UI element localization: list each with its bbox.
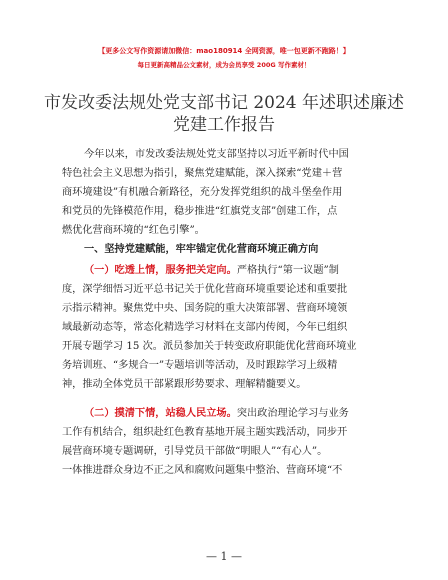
page-number: — 1 — <box>206 550 242 563</box>
subheading-line <box>84 407 349 420</box>
body-line: 和党员的先锋模范作用，稳步推进“红旗党支部”创建工作，点 <box>62 206 338 217</box>
body-line: 一体推进群众身边不正之风和腐败问题集中整治、营商环境“不 <box>62 465 343 476</box>
body-line: 开展专题学习 15 次。派员参加关于转变政府职能优化营商环境业 <box>62 341 357 352</box>
subheading-lead: （一）吃透上情，服务把关定向。 <box>84 265 237 276</box>
subheading-rest: 突出政治理论学习与业务 <box>236 408 349 419</box>
body-line: 度，深学细悟习近平总书记关于优化营商环境重要论述和重要批 <box>62 284 348 295</box>
body-line: 示指示精神。聚焦党中央、国务院的重大决策部署、营商环境领 <box>62 303 348 314</box>
subheading-rest: 严格执行“第一议题”制 <box>236 265 339 276</box>
body-line: 域最新动态等，常态化精选学习材料在支部内传阅，今年已组织 <box>62 322 348 333</box>
promo-line-1: 【更多公文写作资源请加微信：mao180914 全网资源，唯一包更新不跑路！】 <box>98 47 350 55</box>
section-heading: 一、坚持党建赋能，牢牢锚定优化营商环境正确方向 <box>84 244 319 255</box>
body-line: 神，推动全体党员干部紧跟形势要求、理解精髓要义。 <box>62 379 307 390</box>
body-line: 展营商环境专题调研，引导党员干部做“明眼人”“有心人”。 <box>62 446 328 457</box>
title-line-2: 党建工作报告 <box>173 115 275 135</box>
title-line-1: 市发改委法规处党支部书记 2024 年述职述廉述 <box>43 93 405 113</box>
body-line: 务培训班、“多规合一”专题培训等活动，及时跟踪学习上级精 <box>62 360 338 371</box>
body-line: 今年以来，市发改委法规处党支部坚持以习近平新时代中国 <box>84 149 349 160</box>
body-line: 特色社会主义思想为指引，聚焦党建赋能，深入探索“党建＋营 <box>62 168 343 179</box>
body-line: 工作有机结合，组织赴红色教育基地开展主题实践活动，同步开 <box>62 427 348 438</box>
subheading-line <box>84 264 339 277</box>
promo-line-2: 每日更新高精品公文素材，成为会员享受 200G 写作素材！ <box>137 61 311 69</box>
subheading-lead: （二）摸清下情，站稳人民立场。 <box>84 408 237 419</box>
body-line: 燃优化营商环境的“红色引擎”。 <box>62 225 205 236</box>
body-line: 商环境建设”有机融合新路径，充分发挥党组织的战斗堡垒作用 <box>62 187 343 198</box>
